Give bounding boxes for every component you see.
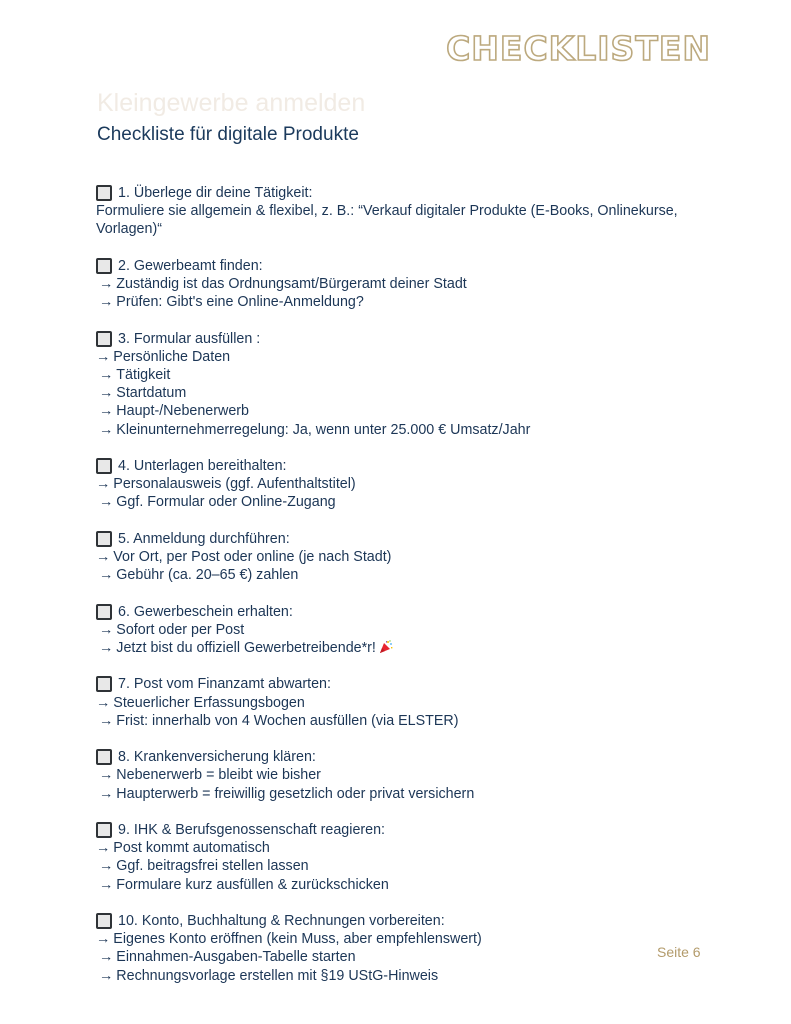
- checkbox[interactable]: [96, 913, 112, 929]
- item-line: → Haupt-/Nebenerwerb: [99, 403, 250, 420]
- item-title: 10. Konto, Buchhaltung & Rechnungen vorbereiten:: [118, 912, 445, 929]
- checklist-item-4: [96, 457, 696, 512]
- page-title: Kleingewerbe anmelden: [97, 89, 366, 117]
- page-subtitle: Checkliste für digitale Produkte: [97, 124, 359, 145]
- arrow-right-icon: →: [96, 931, 111, 948]
- item-line: → Personalausweis (ggf. Aufenthaltstitel): [96, 476, 356, 493]
- arrow-right-icon: →: [99, 767, 114, 784]
- item-line: → Startdatum: [99, 385, 187, 402]
- item-line: → Eigenes Konto eröffnen (kein Muss, aber empfehlenswert): [96, 931, 482, 948]
- item-line: → Formulare kurz ausfüllen & zurückschicken: [99, 876, 389, 893]
- item-line: → Tätigkeit: [99, 367, 171, 383]
- checkbox[interactable]: [96, 458, 112, 474]
- arrow-right-icon: →: [99, 785, 114, 802]
- item-line: → Post kommt automatisch: [96, 840, 270, 857]
- arrow-right-icon: →: [99, 294, 114, 311]
- item-line: → Vor Ort, per Post oder online (je nach Stadt): [96, 549, 392, 565]
- item-line: → Haupterwerb = freiwillig gesetzlich oder privat versichern: [99, 785, 475, 802]
- item-title: 4. Unterlagen bereithalten:: [118, 458, 287, 474]
- brand-wordmark: CHECKLISTEN: [446, 29, 711, 68]
- checklist-item-1: [96, 184, 696, 239]
- arrow-right-icon: →: [99, 712, 114, 729]
- item-line: → Ggf. beitragsfrei stellen lassen: [99, 858, 309, 875]
- checkbox[interactable]: [96, 604, 112, 620]
- item-line: → Ggf. Formular oder Online-Zugang: [99, 494, 336, 511]
- item-line: → Persönliche Daten: [96, 348, 231, 365]
- checkbox[interactable]: [96, 331, 112, 347]
- item-line: → Rechnungsvorlage erstellen mit §19 UStG-Hinweis: [99, 967, 439, 984]
- item-title: 3. Formular ausfüllen :: [118, 330, 261, 347]
- item-title: 8. Krankenversicherung klären:: [118, 749, 316, 766]
- arrow-right-icon: →: [99, 385, 114, 402]
- arrow-right-icon: →: [99, 876, 114, 893]
- item-line: → Sofort oder per Post: [99, 621, 245, 638]
- item-title: 6. Gewerbeschein erhalten:: [118, 603, 293, 620]
- arrow-right-icon: →: [99, 421, 114, 438]
- item-title: 5. Anmeldung durchführen:: [118, 530, 290, 547]
- item-line: → Einnahmen-Ausgaben-Tabelle starten: [99, 949, 356, 966]
- arrow-right-icon: →: [96, 549, 111, 565]
- arrow-right-icon: →: [99, 276, 114, 292]
- arrow-right-icon: →: [99, 403, 114, 420]
- checklist: [96, 184, 696, 1003]
- arrow-right-icon: →: [96, 348, 111, 365]
- checklist-item-7: [96, 675, 696, 730]
- item-title: 9. IHK & Berufsgenossenschaft reagieren:: [118, 821, 386, 838]
- checkbox[interactable]: [96, 185, 112, 201]
- arrow-right-icon: →: [99, 640, 114, 656]
- arrow-right-icon: →: [96, 694, 111, 711]
- item-line: → Prüfen: Gibt's eine Online-Anmeldung?: [99, 294, 364, 311]
- arrow-right-icon: →: [96, 840, 111, 857]
- checklist-item-9: [96, 821, 696, 894]
- checklist-item-5: [96, 530, 696, 585]
- arrow-right-icon: →: [99, 621, 114, 638]
- item-line: → Steuerlicher Erfassungsbogen: [96, 694, 305, 711]
- arrow-right-icon: →: [99, 949, 114, 966]
- page-number: Seite 6: [657, 944, 701, 960]
- checklist-item-10: [96, 912, 696, 985]
- item-line: → Kleinunternehmerregelung: Ja, wenn unter 25.000 € Umsatz/Jahr: [99, 421, 531, 438]
- arrow-right-icon: →: [99, 567, 114, 584]
- item-line: → Frist: innerhalb von 4 Wochen ausfüllen (via ELSTER): [99, 712, 459, 729]
- item-line: → Zuständig ist das Ordnungsamt/Bürgeramt deiner Stadt: [99, 276, 467, 292]
- item-title: 2. Gewerbeamt finden:: [118, 257, 263, 274]
- arrow-right-icon: →: [99, 494, 114, 511]
- checklist-item-3: [96, 330, 696, 439]
- item-line: → Gebühr (ca. 20–65 €) zahlen: [99, 567, 299, 584]
- item-line: → Jetzt bist du offiziell Gewerbetreibende*r!: [96, 639, 696, 657]
- arrow-right-icon: →: [99, 858, 114, 875]
- item-description: Formuliere sie allgemein & flexibel, z. B.: “Verkauf digitaler Produkte (E-Books, Onlinekurse, Vorlagen)“: [96, 203, 678, 238]
- arrow-right-icon: →: [99, 367, 114, 383]
- checklist-item-8: [96, 748, 696, 803]
- checkbox[interactable]: [96, 822, 112, 838]
- item-line: → Nebenerwerb = bleibt wie bisher: [99, 767, 321, 784]
- checklist-item-6: [96, 603, 696, 658]
- checkbox[interactable]: [96, 531, 112, 547]
- checkbox[interactable]: [96, 676, 112, 692]
- item-title: 1. Überlege dir deine Tätigkeit:: [118, 185, 313, 201]
- checkbox[interactable]: [96, 749, 112, 765]
- checklist-item-2: [96, 257, 696, 312]
- checkbox[interactable]: [96, 258, 112, 274]
- arrow-right-icon: →: [99, 967, 114, 984]
- arrow-right-icon: →: [96, 476, 111, 493]
- party-popper-icon: [379, 640, 393, 654]
- item-title: 7. Post vom Finanzamt abwarten:: [118, 676, 331, 693]
